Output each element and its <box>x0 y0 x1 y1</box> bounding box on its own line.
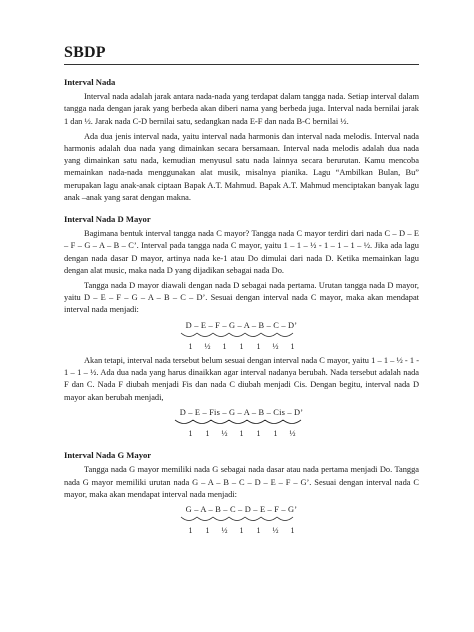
interval-value: ½ <box>289 429 296 439</box>
paragraph: Tangga nada D mayor diawali dengan nada D sebagai nada pertama. Urutan tangga nada D mayor, yaitu D – E – F – G – A – B – C – D’. Sesuai dengan interval nada C mayor, maka akan mendapat interval nada menjadi: <box>64 281 419 315</box>
interval-value: ½ <box>221 526 228 536</box>
paragraph: Ada dua jenis interval nada, yaitu interval nada harmonis dan interval nada melodis. Interval nada harmonis adalah dua nada yang dimainkan secara bersamaan. Interval nada melodis adalah dua nada yang dimainkan satu nada, kemudian menyusul satu nada lainnya secara berurutan. Kamu mencoba memainkan nada-nada menggunakan alat musik, misalnya pianika. Lagu “Ambilkan Bulan, Bu” merupakan lagu anak-anak ciptaan Bapak A.T. Mahmud. Bapak A.T. Mahmud menciptakan banyak lagu anak –anak yang sarat dengan makna. <box>64 131 419 202</box>
interval-value: 1 <box>256 526 261 536</box>
section-heading: Interval Nada G Mayor <box>64 450 152 461</box>
arc-graphic <box>179 516 305 524</box>
interval-value: 1 <box>188 429 193 439</box>
arc-graphic <box>179 332 305 340</box>
interval-value: 1 <box>188 341 193 351</box>
paragraph: Tangga nada G mayor memiliki nada G sebagai nada dasar atau nada pertama menjadi Do. Tangga nada G mayor memiliki urutan nada G – A – B – C – D – E – F – G’. Sesuai dengan interval nada C mayor, maka akan mendapat interval nada menjadi: <box>64 465 419 499</box>
interval-value: 1 <box>273 429 278 439</box>
interval-value: 1 <box>188 526 193 536</box>
interval-value: 1 <box>290 526 295 536</box>
interval-values <box>64 525 419 537</box>
interval-value: ½ <box>204 341 211 351</box>
interval-values <box>64 428 419 440</box>
interval-notation <box>64 504 419 537</box>
section-interval-nada <box>64 76 419 204</box>
note-sequence: D – E – F – G – A – B – C – D’ <box>185 320 298 330</box>
note-sequence: G – A – B – C – D – E – F – G’ <box>185 505 298 515</box>
section-heading: Interval Nada D Mayor <box>64 214 151 225</box>
interval-value: ½ <box>272 341 279 351</box>
paragraph: Interval nada adalah jarak antara nada-nada yang terdapat dalam tangga nada. Setiap interval dalam tangga nada dengan jarak yang berbeda akan diberi nama yang berbeda juga. Interval nada bernilai jarak 1 dan ½. Jarak nada C-D bernilai satu, sedangkan nada E-F dan nada B-C bernilai ½. <box>64 92 419 126</box>
interval-notation <box>64 407 419 440</box>
interval-value: 1 <box>222 341 227 351</box>
interval-notation <box>64 320 419 353</box>
interval-value: 1 <box>239 341 244 351</box>
interval-value: 1 <box>205 429 210 439</box>
interval-value: 1 <box>256 341 261 351</box>
arc-graphic <box>173 419 311 427</box>
document-body <box>64 76 419 540</box>
interval-arcs <box>64 332 419 340</box>
interval-value: 1 <box>256 429 261 439</box>
document-title: SBDP <box>64 44 106 61</box>
interval-arcs <box>64 516 419 524</box>
title-underline <box>64 64 419 65</box>
section-interval-nada-g-mayor <box>64 449 419 537</box>
paragraph: Bagimana bentuk interval tangga nada C mayor? Tangga nada C mayor terdiri dari nada C – D – E – F – G – A – B – C’. Interval pada tangga nada C mayor, yaitu 1 – 1 – ½ - 1 – 1 – 1 – ½. Jika ada lagu dengan nada dasar D mayor, artinya nada ke-1 atau Do dimulai dari nada D. Ketika memainkan lagu dengan alat music, maka nada D yang dijadikan sebagai nada Do. <box>64 229 419 275</box>
interval-arcs <box>64 419 419 427</box>
paragraph: Akan tetapi, interval nada tersebut belum sesuai dengan interval nada C mayor, yaitu 1 – 1 – ½ - 1 - 1 – 1 – ½. Ada dua nada yang harus dinaikkan agar interval nadanya berubah. Nada tersebut adalah nada F dan C. Nada F diubah menjadi Fis dan nada C diubah menjadi Cis. Dengan begitu, interval nada D mayor akan berubah menjadi, <box>64 356 419 402</box>
section-heading: Interval Nada <box>64 77 116 87</box>
interval-value: 1 <box>290 341 295 351</box>
section-interval-nada-d-mayor <box>64 213 419 440</box>
interval-values <box>64 341 419 353</box>
interval-value: 1 <box>239 526 244 536</box>
interval-value: 1 <box>205 526 210 536</box>
interval-value: 1 <box>239 429 244 439</box>
note-sequence: D – E – Fis – G – A – B – Cis – D’ <box>179 407 304 417</box>
interval-value: ½ <box>221 429 228 439</box>
interval-value: ½ <box>272 526 279 536</box>
